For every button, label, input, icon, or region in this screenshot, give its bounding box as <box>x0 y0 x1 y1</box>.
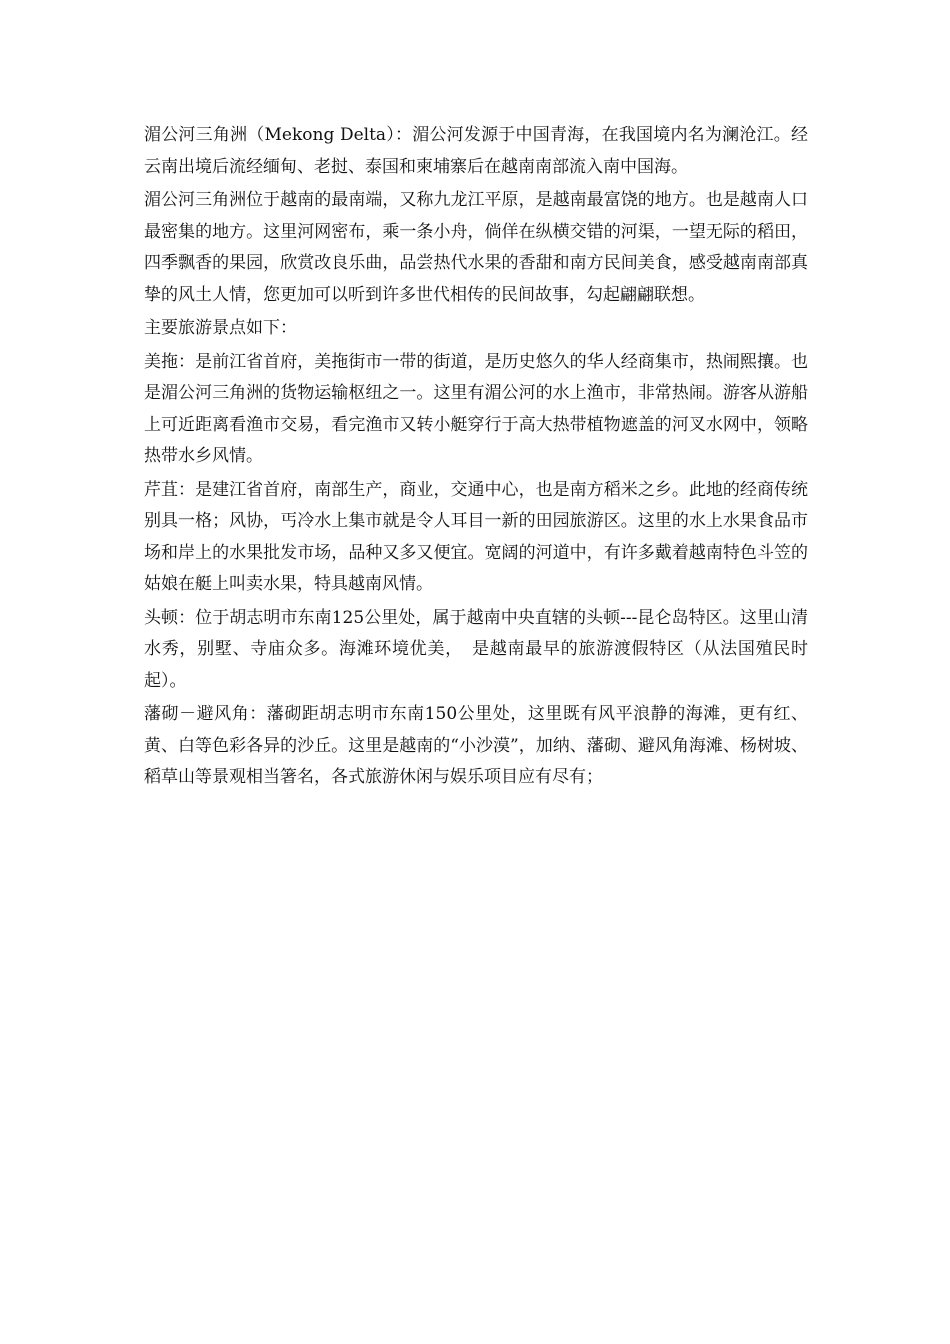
paragraph-my-tho: 美拖：是前江省首府，美拖街市一带的街道，是历史悠久的华人经商集市，热闹熙攘。也是湄公河三角洲的货物运输枢纽之一。这里有湄公河的水上渔市，非常热闹。游客从游船上可近距离看渔市交易，看完渔市又转小艇穿行于高大热带植物遮盖的河叉水网中，领略热带水乡风情。 <box>144 351 808 466</box>
paragraph-can-tho: 芹苴：是建江省首府，南部生产，商业，交通中心，也是南方稻米之乡。此地的经商传统别具一格；风协，丐冷水上集市就是令人耳目一新的田园旅游区。这里的水上水果食品市场和岸上的水果批发市场，品种又多又便宜。宽阔的河道中，有许多戴着越南特色斗笠的姑娘在艇上叫卖水果，特具越南风情。 <box>144 479 808 594</box>
paragraph-mekong-delta: 湄公河三角洲位于越南的最南端，又称九龙江平原，是越南最富饶的地方。也是越南人口最密集的地方。这里河网密布，乘一条小舟，倘佯在纵横交错的河渠，一望无际的稻田，四季飘香的果园，欣赏改良乐曲，品尝热代水果的香甜和南方民间美食，感受越南南部真挚的风土人情，您更加可以听到许多世代相传的民间故事，勾起翩翩联想。 <box>144 190 808 305</box>
paragraph-attractions-heading: 主要旅游景点如下： <box>144 318 297 338</box>
paragraph-phan-thiet: 藩砌－避风角：藩砌距胡志明市东南150公里处，这里既有风平浪静的海滩，更有红、黄、白等色彩各异的沙丘。这里是越南的“小沙漠”，加纳、藩砌、避风角海滩、杨树坡、稻草山等景观相当箸名，各式旅游休闲与娱乐项目应有尽有； <box>144 704 808 787</box>
paragraph-vung-tau: 头顿：位于胡志明市东南125公里处，属于越南中央直辖的头顿---昆仑岛特区。这里山清水秀，别墅、寺庙众多。海滩环境优美， 是越南最早的旅游渡假特区（从法国殖民时起）。 <box>144 607 808 691</box>
paragraph-mekong-intro: 湄公河三角洲（Mekong Delta）：湄公河发源于中国青海，在我国境内名为澜沧江。经云南出境后流经缅甸、老挝、泰国和柬埔寨后在越南南部流入南中国海。 <box>144 125 808 177</box>
document-body <box>144 120 808 794</box>
